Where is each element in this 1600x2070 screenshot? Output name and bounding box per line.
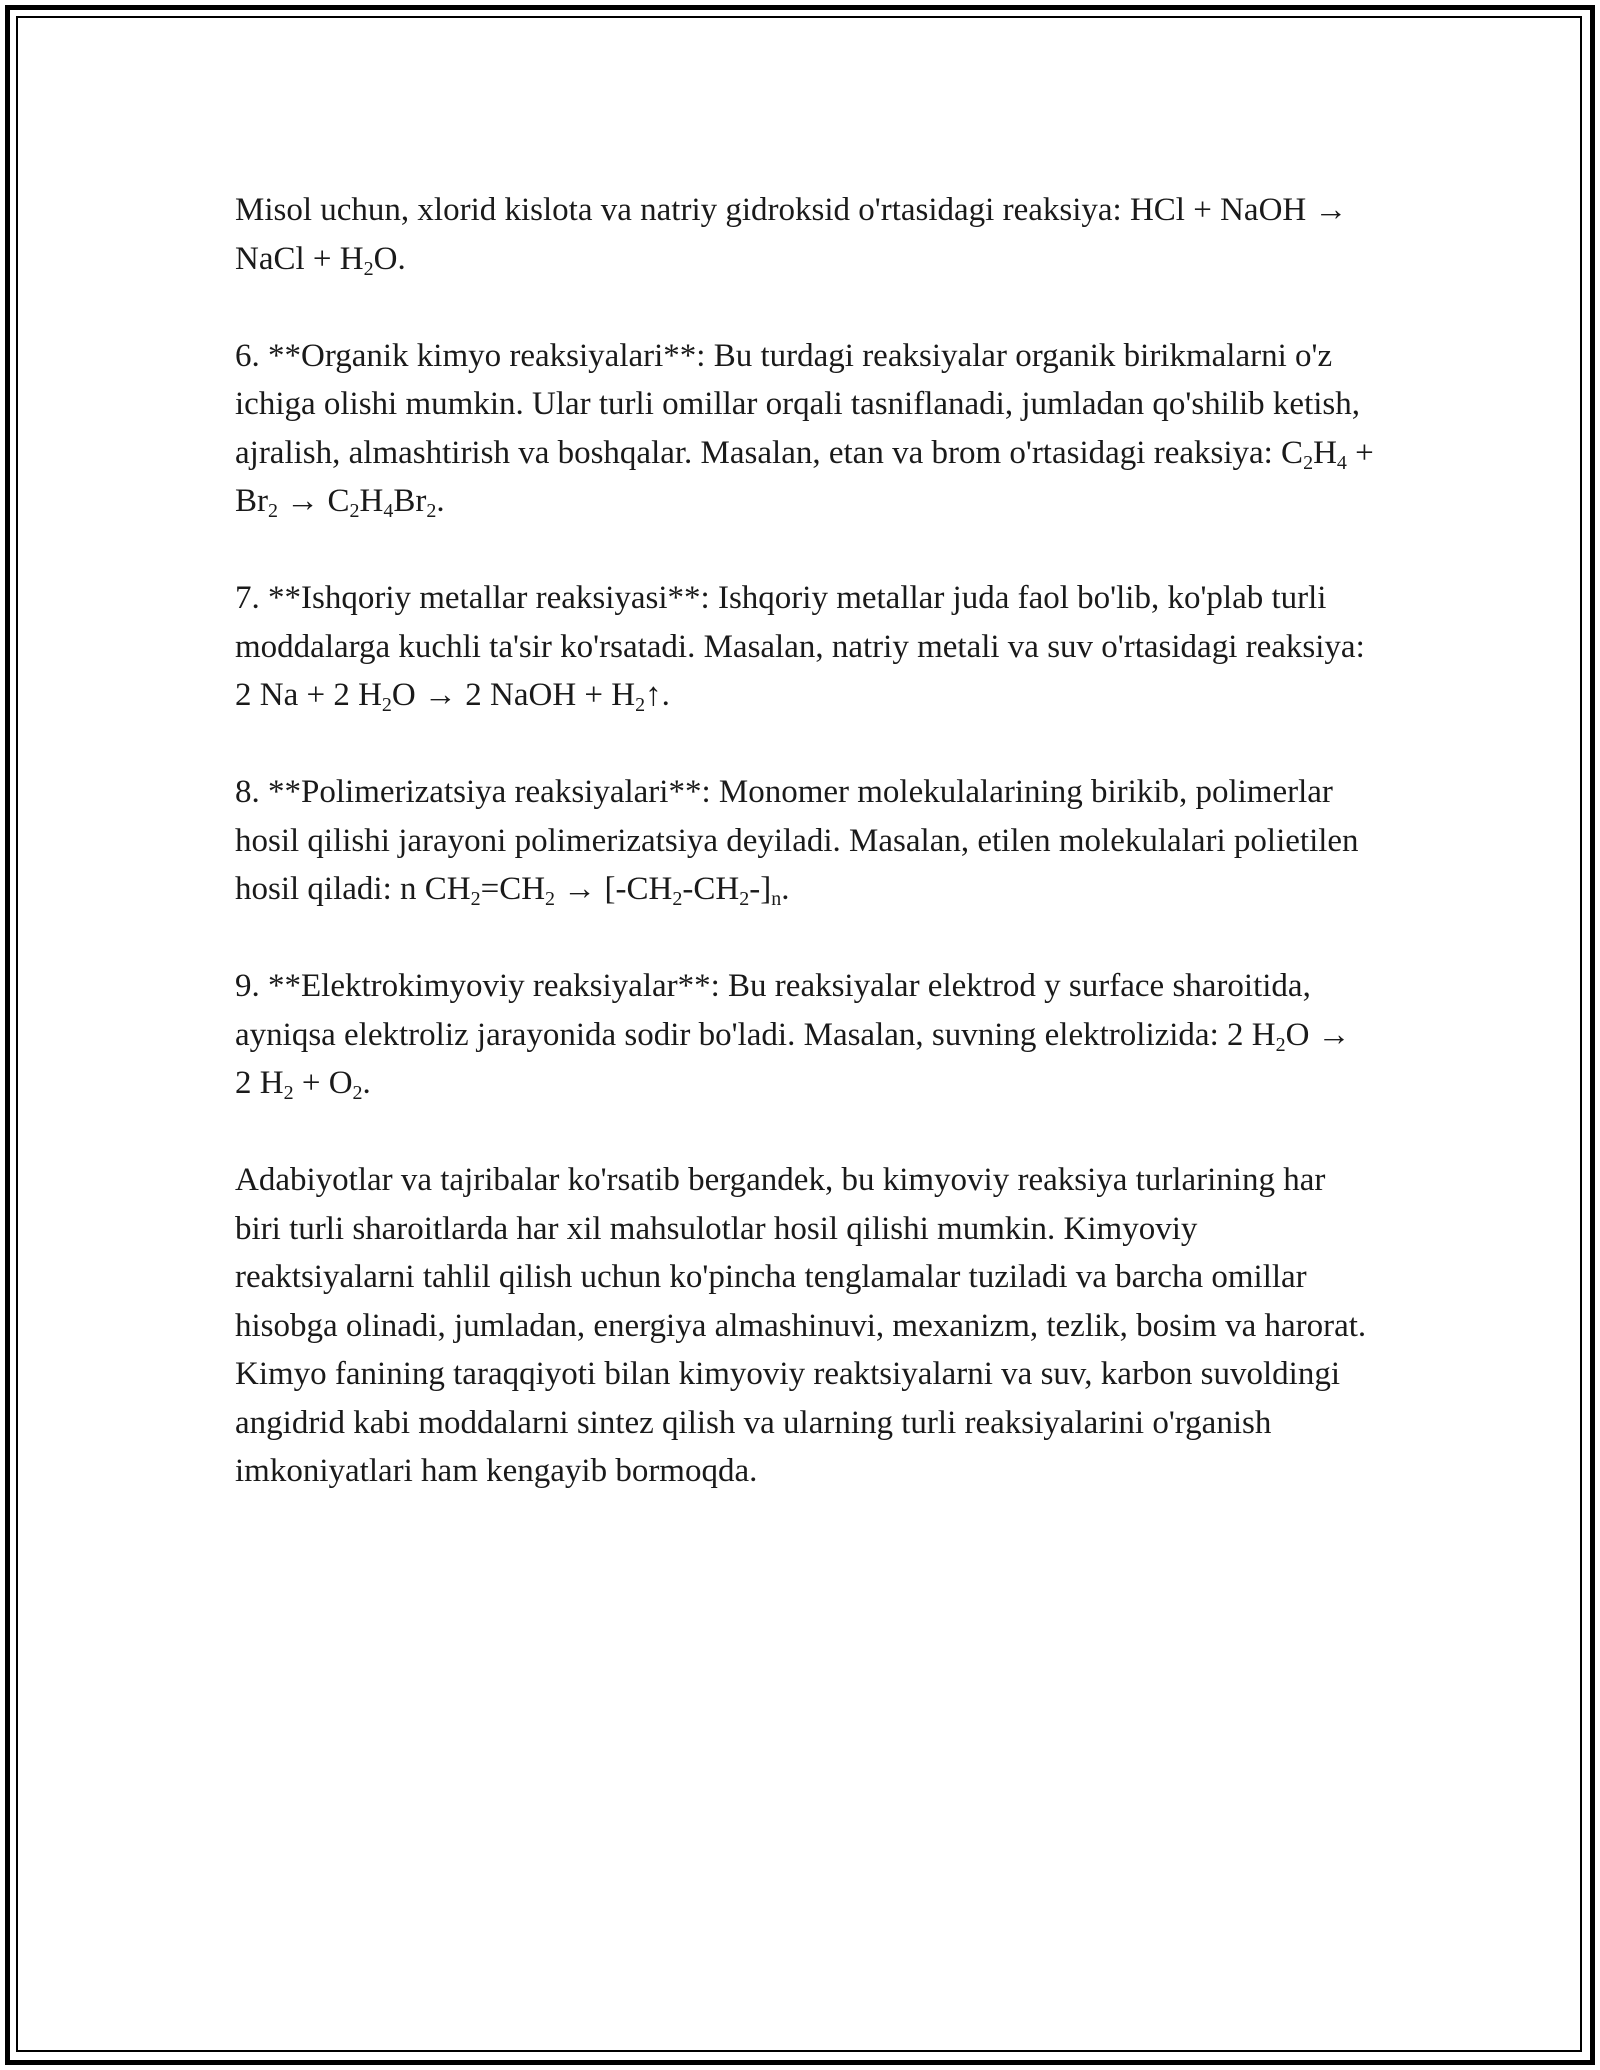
paragraph-item-6: 6. **Organik kimyo reaksiyalari**: Bu turdagi reaksiyalar organik birikmalarni o'z ichiga olishi mumkin. Ular turli omillar orqali tasniflanadi, jumladan qo'shilib ketish, ajralish, almashtirish va boshqalar. Masalan, etan va brom o'rtasidagi reaksiya: $C_2H_4 + Br_2 \to C_2H_4Br_2$. [235,337,1374,522]
subscript: 2 [363,257,374,280]
paragraph-conclusion: Adabiyotlar va tajribalar ko'rsatib bergandek, bu kimyoviy reaksiya turlarining har biri turli sharoitlarda har xil mahsulotlar hosil qilishi mumkin. Kimyoviy reaktsiyalarni tahlil qilish uchun ko'pincha tenglamalar tuziladi va barcha omillar hisobga olinadi, jumladan, energiya almashinuvi, mexanizm, tezlik, bosim va harorat. Kimyo fanining taraqqiyoti bilan kimyoviy reaktsiyalarni va suv, karbon suvoldingi angidrid kabi moddalarni sintez qilish va ularning turli reaksiyalarini o'rganish imkoniyatlari ham kengayib bormoqda. [235,1162,1367,1489]
subscript: 2 [739,888,750,910]
subscript: 2 [635,694,646,716]
subscript: 2 [268,500,278,522]
subscript: 2 [381,694,392,716]
subscript: 2 [1275,1033,1286,1056]
subscript: 2 [672,888,683,910]
paragraph-intro-example: Misol uchun, xlorid kislota va natriy gidroksid o'rtasidagi reaksiya: HCl + NaOH → NaCl + $H_2O$. [235,192,1348,280]
subscript: 4 [383,500,394,522]
subscript: 2 [545,888,556,910]
paragraph-item-7: 7. **Ishqoriy metallar reaksiyasi**: Ishqoriy metallar juda faol bo'lib, ko'plab turli moddalarga kuchli ta'sir ko'rsatadi. Masalan, natriy metali va suv o'rtasidagi reaksiya: 2 Na + 2 $H_2O \to 2$ NaOH + $H_2↑$. [235,580,1365,716]
document-body [235,186,1375,1496]
subscript: n [771,888,782,910]
subscript: 2 [349,500,360,522]
subscript: 2 [426,500,437,522]
subscript: 2 [283,1082,294,1104]
paragraph-item-9: 9. **Elektrokimyoviy reaksiyalar**: Bu reaksiyalar elektrod y surface sharoitida, ayniqsa elektroliz jarayonida sodir bo'ladi. Masalan, suvning elektrolizida: 2 $H_2O \to 2$ $H_2 + O_2$. [235,968,1351,1104]
subscript: 2 [470,888,481,910]
paragraph-item-8: 8. **Polimerizatsiya reaksiyalari**: Monomer molekulalarining birikib, polimerlar hosil qilishi jarayoni polimerizatsiya deyiladi. Masalan, etilen molekulalari polietilen hosil qiladi: n $CH_2=CH_2 \to [-CH_2-CH_2-]_n$. [235,774,1359,910]
subscript: 2 [352,1082,363,1104]
subscript: 4 [1336,451,1347,474]
subscript: 2 [1303,451,1314,474]
